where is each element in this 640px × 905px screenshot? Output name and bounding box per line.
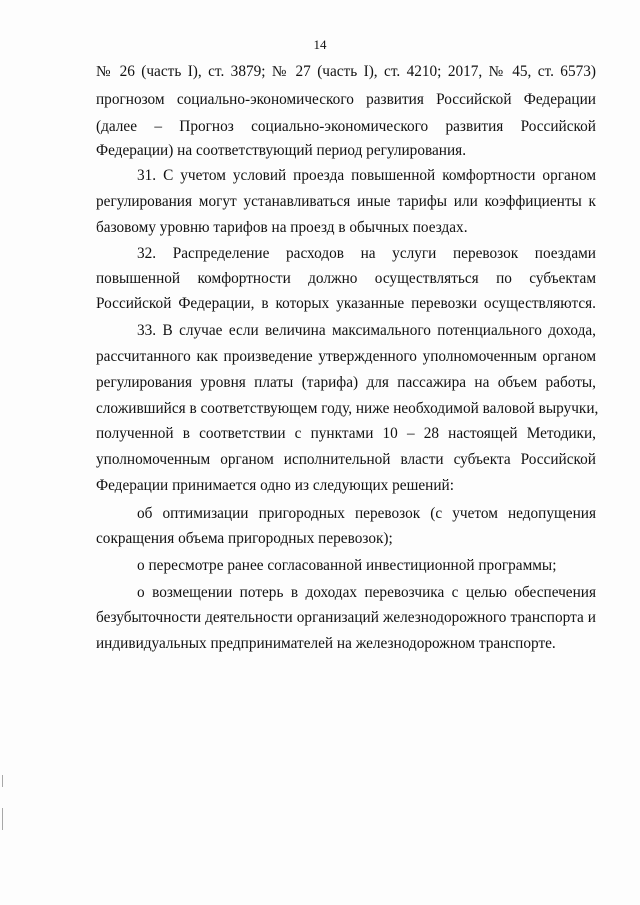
text-line: регулирования уровня платы (тарифа) для пассажира на объем работы,: [96, 374, 596, 391]
scan-margin-mark: [2, 775, 3, 787]
page-number: 14: [313, 37, 327, 52]
text-line: (далее – Прогноз социально-экономического развития Российской: [96, 118, 596, 135]
text-line: прогнозом социально-экономического развития Российской Федерации: [96, 91, 596, 108]
scan-margin-mark: [2, 808, 3, 830]
paragraph-33-first-line: 33. В случае если величина максимального потенциального дохода,: [137, 322, 596, 339]
text-line: сокращения объема пригородных перевозок);: [96, 530, 393, 547]
text-line: рассчитанного как произведение утвержденного уполномоченным органом: [96, 348, 596, 365]
text-line: повышенной комфортности должно осуществляться по субъектам: [96, 270, 596, 287]
text-line: базовому уровню тарифов на проезд в обычных поездах.: [96, 219, 468, 236]
text-line: полученной в соответствии с пунктами 10 – 28 настоящей Методики,: [96, 425, 596, 442]
option-compensation-line: о возмещении потерь в доходах перевозчика с целью обеспечения: [137, 584, 596, 601]
text-line: индивидуальных предпринимателей на железнодорожном транспорте.: [96, 635, 556, 652]
paragraph-31-first-line: 31. С учетом условий проезда повышенной комфортности органом: [137, 167, 596, 184]
text-line: уполномоченным органом исполнительной власти субъекта Российской: [96, 451, 596, 468]
text-line: Федерации принимается одно из следующих решений:: [96, 477, 454, 494]
text-line: Российской Федерации, в которых указанные перевозки осуществляются.: [96, 295, 596, 312]
option-optimization-line: об оптимизации пригородных перевозок (с учетом недопущения: [137, 505, 596, 522]
text-line: безубыточности деятельности организаций железнодорожного транспорта и: [96, 609, 596, 626]
text-line: Федерации) на соответствующий период регулирования.: [96, 142, 467, 159]
option-investment-program-line: о пересмотре ранее согласованной инвестиционной программы;: [137, 557, 557, 574]
text-line: регулирования могут устанавливаться иные тарифы или коэффициенты к: [96, 193, 596, 210]
text-line: № 26 (часть I), ст. 3879; № 27 (часть I), ст. 4210; 2017, № 45, ст. 6573): [96, 63, 596, 80]
paragraph-32-first-line: 32. Распределение расходов на услуги перевозок поездами: [137, 245, 596, 262]
text-line: сложившийся в соответствующем году, ниже необходимой валовой выручки,: [96, 400, 599, 417]
